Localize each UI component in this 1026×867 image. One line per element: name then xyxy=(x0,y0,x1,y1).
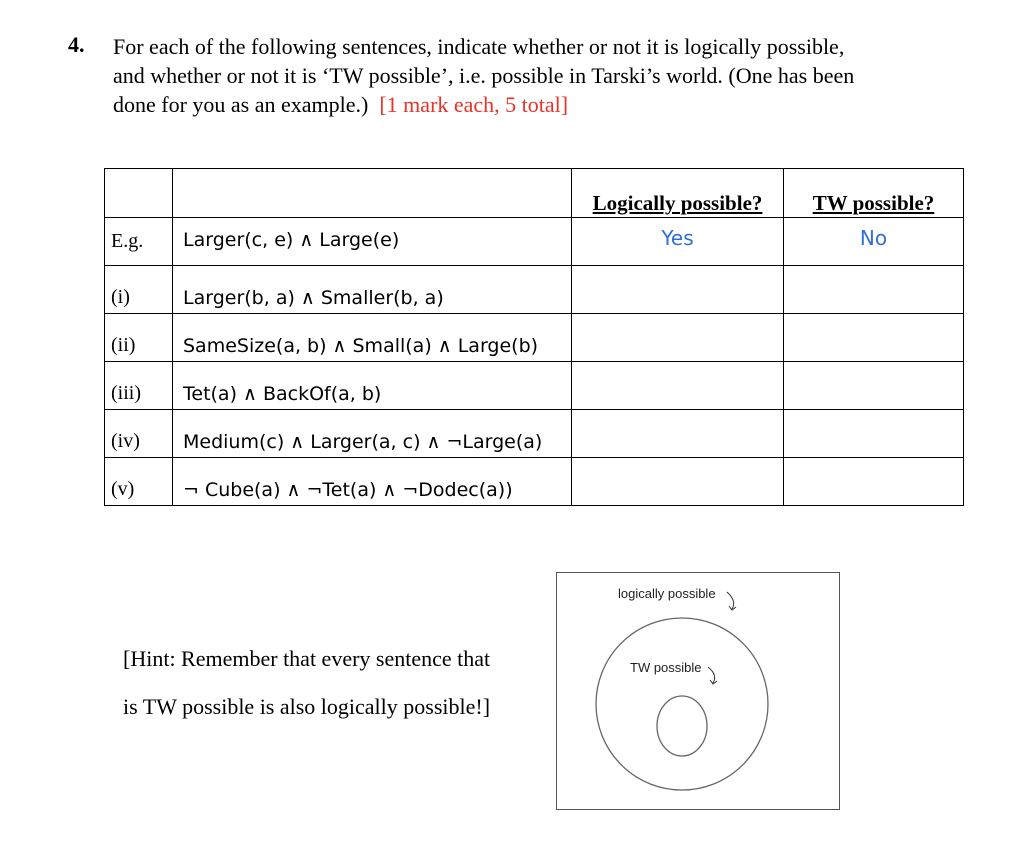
row-logical-answer[interactable]: Yes xyxy=(572,218,784,266)
table-header-row xyxy=(105,169,964,218)
row-label: (ii) xyxy=(105,314,173,362)
row-tw-answer[interactable] xyxy=(784,458,964,506)
logically-possible-circle xyxy=(596,618,768,790)
table-row xyxy=(105,362,964,410)
question-number: 4. xyxy=(68,32,85,57)
row-label: (v) xyxy=(105,458,173,506)
header-empty-label xyxy=(105,169,173,218)
row-logical-answer[interactable] xyxy=(572,410,784,458)
header-empty-sentence xyxy=(173,169,572,218)
row-logical-answer[interactable] xyxy=(572,266,784,314)
inner-circle-label: TW possible xyxy=(630,660,702,675)
row-tw-answer[interactable]: No xyxy=(784,218,964,266)
hint-line-2: is TW possible is also logically possible!] xyxy=(123,694,491,719)
row-sentence: Tet(a) ∧ BackOf(a, b) xyxy=(173,362,572,410)
row-logical-answer[interactable] xyxy=(572,314,784,362)
table-row xyxy=(105,458,964,506)
row-tw-answer[interactable] xyxy=(784,410,964,458)
answer-table xyxy=(104,168,964,506)
row-tw-answer[interactable] xyxy=(784,314,964,362)
row-tw-answer[interactable] xyxy=(784,362,964,410)
row-label: (iii) xyxy=(105,362,173,410)
venn-diagram xyxy=(556,572,840,810)
row-sentence: Larger(b, a) ∧ Smaller(b, a) xyxy=(173,266,572,314)
table-row xyxy=(105,410,964,458)
hint-line-1: [Hint: Remember that every sentence that xyxy=(123,646,491,671)
table-row xyxy=(105,314,964,362)
row-logical-answer[interactable] xyxy=(572,458,784,506)
hint-text xyxy=(123,635,543,731)
question-line-1: For each of the following sentences, indicate whether or not it is logically possible, xyxy=(113,34,845,59)
row-tw-answer[interactable] xyxy=(784,266,964,314)
marks-note: [1 mark each, 5 total] xyxy=(379,92,569,117)
table-row xyxy=(105,218,964,266)
row-label: (i) xyxy=(105,266,173,314)
row-sentence: Medium(c) ∧ Larger(a, c) ∧ ¬Large(a) xyxy=(173,410,572,458)
inner-label-arrow-icon xyxy=(708,667,717,684)
question-line-3-text: done for you as an example.) xyxy=(113,92,369,117)
outer-label-arrow-icon xyxy=(727,592,736,610)
question-line-2: and whether or not it is ‘TW possible’, i.e. possible in Tarski’s world. (One has been xyxy=(113,63,855,88)
tw-possible-circle xyxy=(657,696,707,756)
venn-diagram-svg xyxy=(557,573,839,809)
row-logical-answer[interactable] xyxy=(572,362,784,410)
row-sentence: Larger(c, e) ∧ Large(e) xyxy=(173,218,572,266)
row-sentence: SameSize(a, b) ∧ Small(a) ∧ Large(b) xyxy=(173,314,572,362)
question-text xyxy=(113,32,993,119)
header-tw-possible: TW possible? xyxy=(784,169,964,218)
question-line-3 xyxy=(113,90,993,119)
row-sentence: ¬ Cube(a) ∧ ¬Tet(a) ∧ ¬Dodec(a)) xyxy=(173,458,572,506)
header-logically-possible: Logically possible? xyxy=(572,169,784,218)
outer-circle-label: logically possible xyxy=(618,586,716,601)
row-label: E.g. xyxy=(105,218,173,266)
table-row xyxy=(105,266,964,314)
row-label: (iv) xyxy=(105,410,173,458)
